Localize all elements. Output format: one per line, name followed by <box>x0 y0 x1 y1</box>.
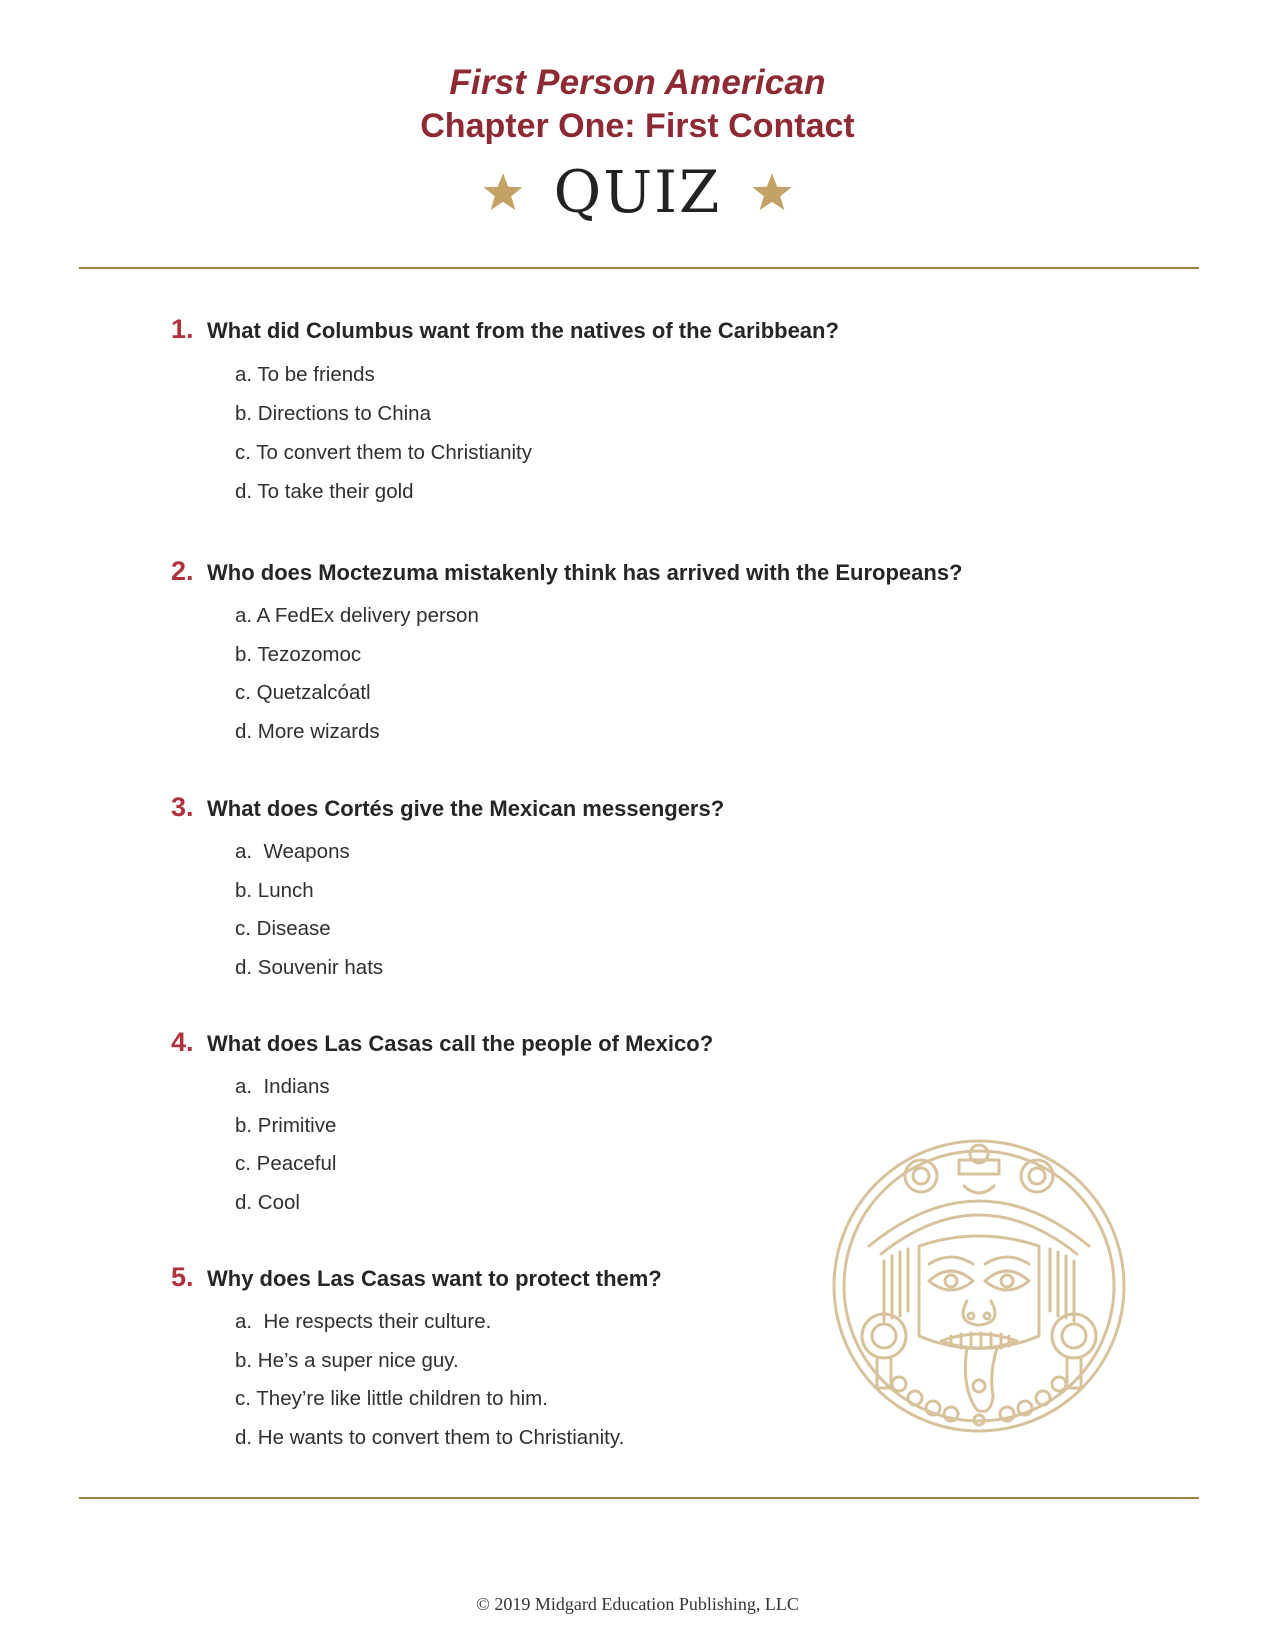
page-header <box>0 62 1275 148</box>
question-text: What does Cortés give the Mexican messengers? <box>207 796 725 821</box>
answer-option: d. Cool <box>235 1190 300 1214</box>
quiz-label: QUIZ <box>553 158 722 226</box>
answer-option: a. Indians <box>235 1075 330 1098</box>
answer-list <box>235 1303 662 1457</box>
answer-option: a. To be friends <box>235 363 375 386</box>
answer-option: c. To convert them to Christianity <box>235 441 532 464</box>
answer-option: c. Peaceful <box>235 1152 337 1175</box>
question-4 <box>171 1027 713 1222</box>
star-icon <box>482 171 524 213</box>
question-text: Who does Moctezuma mistakenly think has arrived with the Europeans? <box>207 560 963 585</box>
answer-option: c. They’re like little children to him. <box>235 1387 548 1410</box>
question-number: 4. <box>171 1027 194 1057</box>
question-5 <box>171 1262 662 1457</box>
question-number: 1. <box>171 314 194 344</box>
question-1 <box>171 314 839 511</box>
answer-option: d. More wizards <box>235 719 380 743</box>
bottom-divider <box>79 1497 1199 1499</box>
answer-option: a. He respects their culture. <box>235 1310 492 1333</box>
question-2 <box>171 556 963 751</box>
answer-option: a. Weapons <box>235 840 350 863</box>
copyright-footer: © 2019 Midgard Education Publishing, LLC <box>476 1594 799 1614</box>
answer-list <box>235 833 724 987</box>
answer-option: a. A FedEx delivery person <box>235 604 479 627</box>
answer-option: c. Disease <box>235 917 331 940</box>
question-3 <box>171 792 724 987</box>
question-number: 5. <box>171 1262 194 1292</box>
answer-option: b. Primitive <box>235 1113 337 1137</box>
answer-option: d. To take their gold <box>235 480 414 503</box>
star-icon <box>751 171 793 213</box>
top-divider <box>79 267 1199 269</box>
question-number: 3. <box>171 792 194 822</box>
aztec-sun-stone-emblem-icon <box>829 1136 1129 1436</box>
answer-list <box>235 1068 713 1222</box>
answer-list <box>235 355 839 511</box>
answer-option: d. He wants to convert them to Christianity. <box>235 1425 625 1449</box>
answer-option: b. Directions to China <box>235 402 431 425</box>
answer-option: d. Souvenir hats <box>235 955 384 979</box>
answer-option: b. Lunch <box>235 878 314 902</box>
chapter-title: Chapter One: First Contact <box>420 107 855 145</box>
answer-option: b. Tezozomoc <box>235 642 362 666</box>
question-number: 2. <box>171 556 194 586</box>
question-text: What does Las Casas call the people of Mexico? <box>207 1031 714 1056</box>
question-text: What did Columbus want from the natives of the Caribbean? <box>207 318 839 343</box>
answer-option: b. He’s a super nice guy. <box>235 1348 459 1372</box>
book-title: First Person American <box>449 63 826 102</box>
question-text: Why does Las Casas want to protect them? <box>207 1266 662 1291</box>
answer-option: c. Quetzalcóatl <box>235 681 371 704</box>
quiz-heading <box>0 158 1275 226</box>
answer-list <box>235 597 963 751</box>
